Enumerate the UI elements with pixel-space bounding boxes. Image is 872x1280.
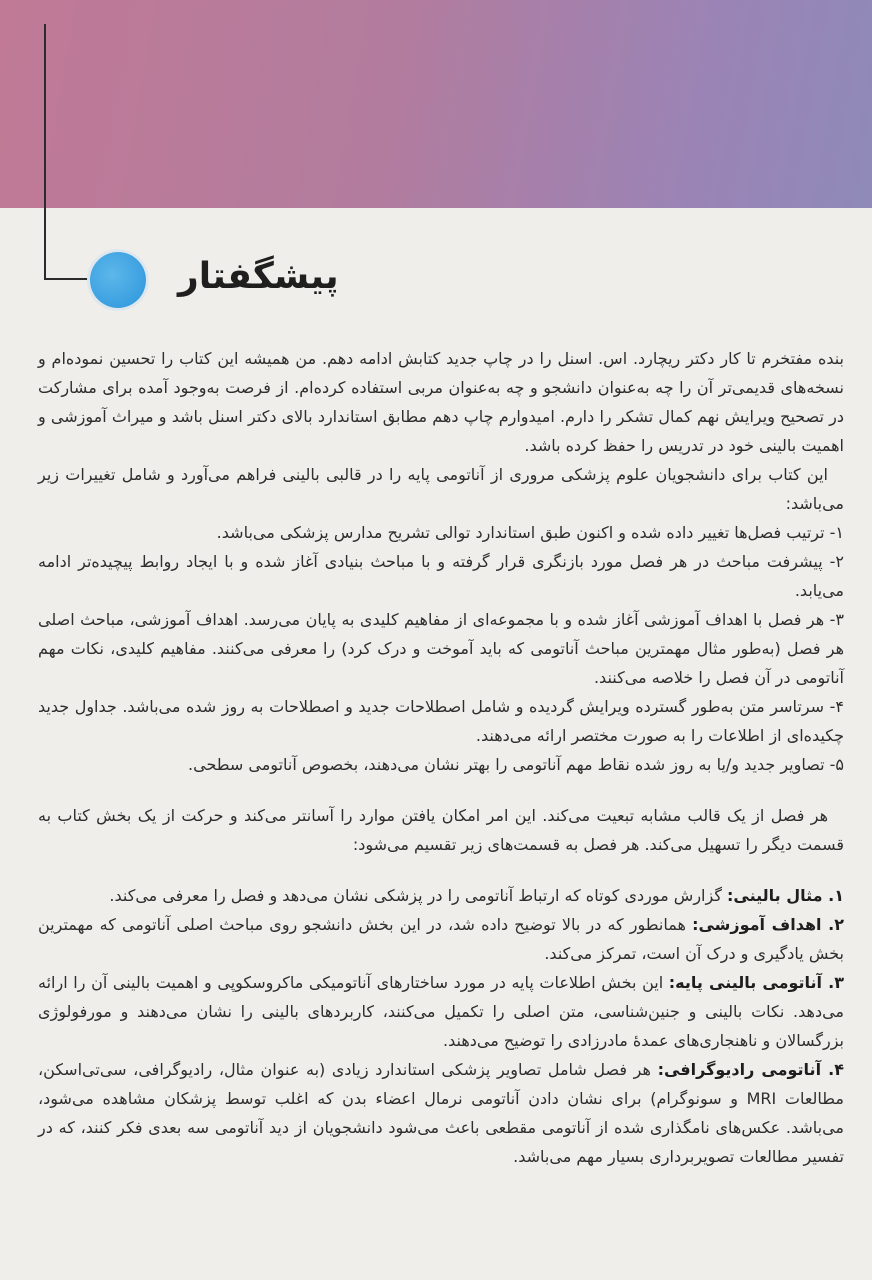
section-label: ۴. آناتومی رادیوگرافی: xyxy=(657,1060,844,1079)
structure-intro: هر فصل از یک قالب مشابه تبعیت می‌کند. این امر امکان یافتن موارد را آسانتر می‌کند و حرکت از یک بخش کتاب به قسمت دیگر را تسهیل می‌کند. هر فصل به قسمت‌های زیر تقسیم می‌شود: xyxy=(38,806,844,854)
section-text: این بخش اطلاعات پایه در مورد ساختارهای آناتومیکی ماکروسکوپی و اهمیت بالینی آن را ارائه می‌دهد. نکات بالینی و جنین‌شناسی، متن اصلی را تکمیل می‌کنند، کاربردهای بالینی را نشان می‌دهند و مورفولوژی بزرگسالان و ناهنجاری‌های عمدهٔ مادرزادی را توضیح می‌دهند. xyxy=(38,973,844,1050)
section-text: همانطور که در بالا توضیح داده شد، در این بخش دانشجو روی مباحث اصلی آناتومی که مهمترین بخش یادگیری و درک آن است، تمرکز می‌کند. xyxy=(38,915,844,963)
section-text: هر فصل شامل تصاویر پزشکی استاندارد زیادی (به عنوان مثال، رادیوگرافی، سی‌تی‌اسکن، مطالعات MRI و سونوگرام) برای نشان دادن آناتومی نرمال اعضاء بدن که اغلب توسط پزشکان مشاهده می‌شود، می‌باشد. عکس‌های نامگذاری شده از آناتومی مقطعی باعث می‌شود دانشجویان از دید آناتومی سه بعدی فکر کنند، که در تفسیر مطالعات تصویربرداری بسیار مهم می‌باشد. xyxy=(38,1060,845,1166)
change-item-2: ۲- پیشرفت مباحث در هر فصل مورد بازنگری قرار گرفته و با مباحث بنیادی آغاز شده و با ایجاد روابط پیچیده‌تر ادامه می‌یابد. xyxy=(38,552,844,600)
section-item-3 xyxy=(38,968,844,1055)
section-item-2 xyxy=(38,910,844,968)
spacer xyxy=(38,779,844,801)
section-label: ۱. مثال بالینی: xyxy=(727,886,844,905)
decorative-horizontal-line xyxy=(44,278,94,280)
change-item-1: ۱- ترتیب فصل‌ها تغییر داده شده و اکنون طبق استاندارد توالی تشریح مدارس پزشکی می‌باشد. xyxy=(216,523,844,542)
section-text: گزارش موردی کوتاه که ارتباط آناتومی را در پزشکی نشان می‌دهد و فصل را معرفی می‌کند. xyxy=(109,886,728,905)
intro-paragraph-1: بنده مفتخرم تا کار دکتر ریچارد. اس. اسنل را در چاپ جدید کتابش ادامه دهم. من همیشه این کتاب را تحسین نموده‌ام و نسخه‌های قدیمی‌تر آن را چه به‌عنوان دانشجو و چه به‌عنوان مربی استفاده کرده‌ام. از فرصت به‌وجود آمده برای مشارکت در تصحیح ویرایش نهم کمال تشکر را دارم. امیدوارم چاپ دهم مطابق استاندارد بالای دکتر اسنل باشد و میراث آموزشی و اهمیت بالینی خود در تدریس را حفظ کرده باشد. xyxy=(38,349,844,455)
preface-body xyxy=(38,344,844,1171)
page-title: پیشگفتار xyxy=(178,256,339,297)
section-item-1 xyxy=(38,881,844,910)
decorative-vertical-line xyxy=(44,24,46,280)
change-item-4: ۴- سرتاسر متن به‌طور گسترده ویرایش گردیده و شامل اصطلاحات جدید و اصطلاحات به روز شده می‌باشد. جداول جدید چکیده‌ای از اطلاعات را به صورت مختصر ارائه می‌دهند. xyxy=(38,697,844,745)
change-item-3: ۳- هر فصل با اهداف آموزشی آغاز شده و با مجموعه‌ای از مفاهیم کلیدی به پایان می‌رسد. اهداف آموزشی، مباحث اصلی هر فصل (به‌طور مثال مهمترین مباحث آناتومی که باید آموخت و درک کرد) را معرفی می‌کنند. مفاهیم کلیدی، نکات مهم آناتومی در آن فصل را خلاصه می‌کنند. xyxy=(38,610,844,687)
change-item-5: ۵- تصاویر جدید و/یا به روز شده نقاط مهم آناتومی را بهتر نشان می‌دهند، بخصوص آناتومی سطحی. xyxy=(188,755,844,774)
header-band xyxy=(0,0,872,208)
spacer xyxy=(38,859,844,881)
blue-circle-icon xyxy=(90,252,146,308)
section-label: ۲. اهداف آموزشی: xyxy=(692,915,844,934)
section-label: ۳. آناتومی بالینی پایه: xyxy=(668,973,844,992)
section-item-4 xyxy=(38,1055,844,1171)
intro-paragraph-2: این کتاب برای دانشجویان علوم پزشکی مروری از آناتومی پایه را در قالبی بالینی فراهم می‌آورد و شامل تغییرات زیر می‌باشد: xyxy=(38,465,844,513)
